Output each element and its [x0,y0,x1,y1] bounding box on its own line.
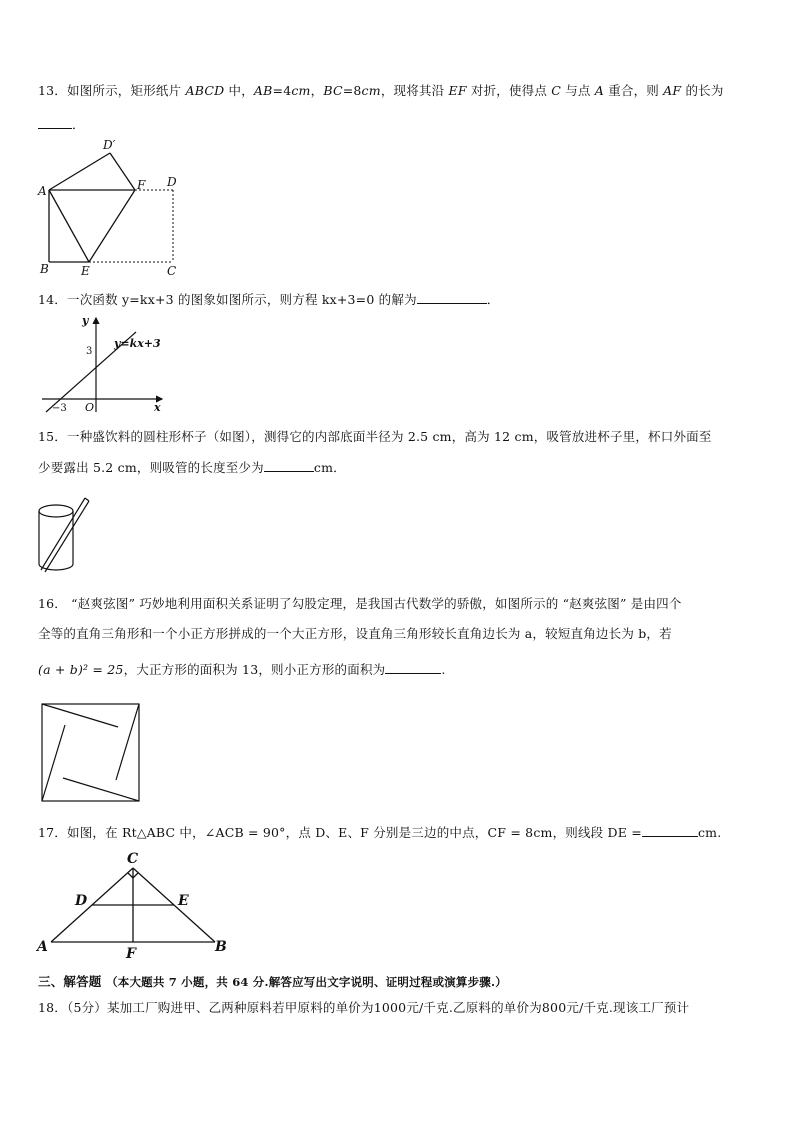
q17-label-b: B [215,939,227,955]
q13-text: cm [291,83,311,98]
q16-triangle-line [42,725,65,801]
q13-end: ． [72,117,85,132]
q13-figure [35,135,195,280]
q13-text: cm [361,83,381,98]
q16-triangle-line [63,778,139,801]
q17-end: cm. [697,825,722,840]
q15-text: 少要露出 5.2 cm，则吸管的长度至少为 [38,460,264,475]
q16-line2 [38,626,672,642]
q14-text: 14．一次函数 y=kx+3 的图象如图所示，则方程 kx+3=0 的解为 [38,292,417,307]
q16-zhao-shuang-figure [40,702,143,805]
q17-label-e: E [178,893,189,909]
q13-label-b: B [40,262,49,276]
q14-label-three: 3 [86,346,93,357]
section3-desc: （本大题共 7 小题，共 64 分.解答应写出文字说明、证明过程或演算步骤.） [106,975,507,989]
q16-line1 [38,596,682,612]
q16-line3 [38,661,446,678]
q15-end: cm． [313,460,346,475]
q13-text: 对折，使得点 [466,83,552,98]
q18-text: 18．（5分）某加工厂购进甲、乙两种原料若甲原料的单价为1000元/千克.乙原料的单价为800元/千克.现该工厂预计 [38,1000,690,1015]
q13-text: 中， [224,83,254,98]
q15-cup-figure [33,492,98,582]
q13-text: ，现将其沿 [380,83,449,98]
q13-answer-blank [38,116,72,129]
q13-text: =4 [272,83,292,98]
q13-ae-edge [49,190,89,262]
q13-line2 [38,116,85,133]
q16-end: . [441,662,446,677]
q16-text: 16． “赵爽弦图” 巧妙地利用面积关系证明了勾股定理，是我国古代数学的骄傲，如图所示的 “赵爽弦图” 是由四个 [38,596,682,611]
q14-answer-blank [417,291,487,304]
q15-answer-blank [264,459,314,472]
q17-label-f: F [126,946,136,962]
q13-label-e: E [81,264,90,278]
q13-label-f: F [137,178,146,192]
q13-text: 与点 [561,83,595,98]
q13-text: C [551,83,562,98]
q17-text: 17．如图，在 Rt△ABC 中，∠ACB = 90°，点 D、E、F 分别是三边的中点，CF = 8cm，则线段 DE = [38,825,642,840]
q13-ef-edge [89,190,135,262]
q13-text: BC [323,83,343,98]
q16-formula: (a + b)² = 25 [38,662,124,677]
q14-label-neg-three: −3 [52,403,67,414]
q17-label-c: C [127,851,139,867]
q14-label-line: y=kx+3 [114,337,161,350]
q16-triangle-line [42,704,118,727]
q13-text: ， [310,83,324,98]
q13-text: AB [253,83,273,98]
q14-figure [40,312,175,414]
q16-text: ，大正方形的面积为 13，则小正方形的面积为 [123,662,386,677]
q13-label-c: C [167,264,177,278]
q17-label-d: D [75,893,88,909]
q14-line [38,291,499,308]
q16-triangle-line [116,704,139,780]
q13-line1 [38,83,724,99]
q17-line [38,824,721,841]
q13-text: AF [663,83,682,98]
q15-cup-rim [39,505,73,517]
q14-label-y: y [82,314,89,327]
q13-text: EF [448,83,467,98]
q14-label-x: x [154,401,161,414]
q14-label-origin: O [85,401,95,414]
q17-triangle-figure [35,848,235,960]
q13-ad-prime-edge [49,153,110,190]
q13-d-prime-f-edge [110,153,135,190]
section3-heading [38,974,507,990]
q13-text: 13．如图所示，矩形纸片 [38,83,186,98]
q13-text: 的长为 [681,83,724,98]
q13-text: A [594,83,605,98]
q13-label-d-prime: D′ [103,138,116,152]
q15-line1 [38,429,712,445]
q15-line2 [38,459,346,476]
q13-text: 重合，则 [604,83,664,98]
q13-text: ABCD [185,83,225,98]
q15-text: 15．一种盛饮料的圆柱形杯子（如图），测得它的内部底面半径为 2.5 cm，高为 12 cm，吸管放进杯子里，杯口外面至 [38,429,712,444]
q13-label-a: A [38,184,47,198]
q17-label-a: A [37,939,48,955]
q16-answer-blank [385,661,441,674]
section3-title: 三、解答题 [38,974,102,989]
q16-text: 全等的直角三角形和一个小正方形拼成的一个大正方形，设直角三角形较长直角边长为 a，较短直角边长为 b，若 [38,626,672,641]
q18-line1 [38,1000,689,1016]
q15-straw-end [85,498,89,501]
q15-straw-line2 [45,501,89,572]
q16-small-square-placeholder [59,721,122,784]
q17-answer-blank [642,824,698,837]
q15-straw-line1 [41,498,85,570]
q13-text: =8 [342,83,362,98]
q14-end: ． [486,292,500,307]
q13-label-d: D [167,175,177,189]
